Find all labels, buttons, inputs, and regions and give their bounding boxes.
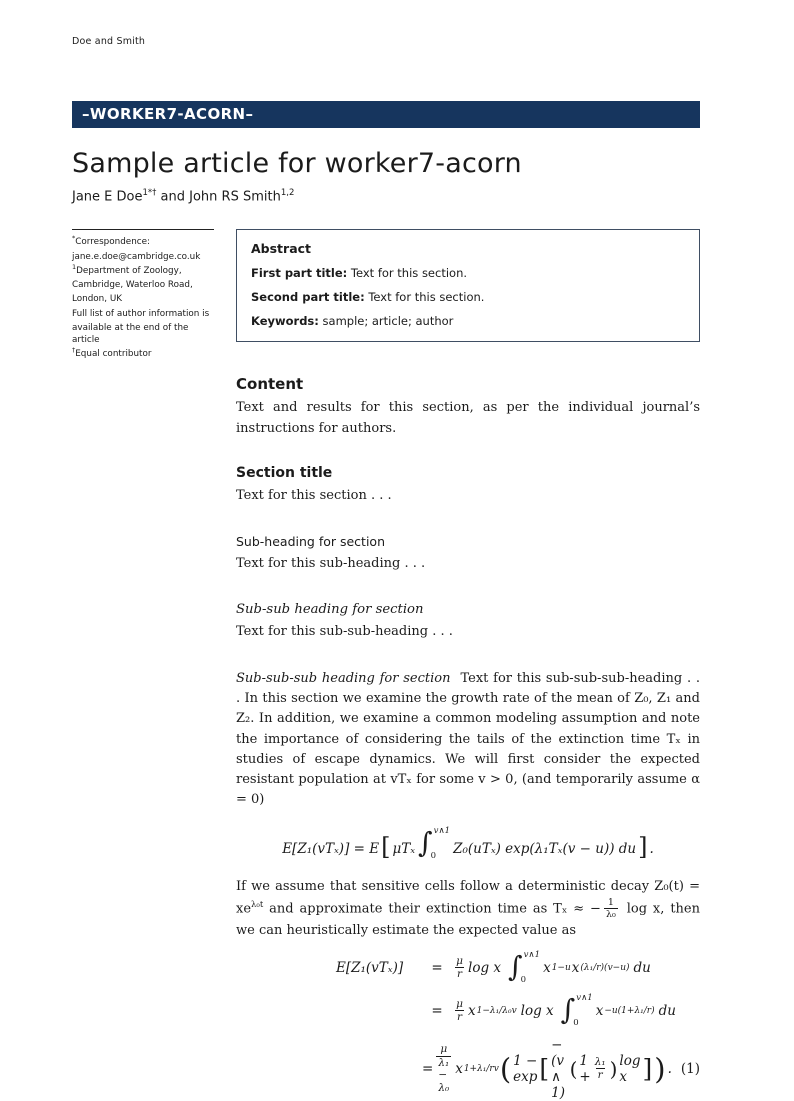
- paragraph-text: Text for this sub-sub-sub-heading . . . In this section we examine the growth rate of the mean of Z₀, Z₁ and Z₂. In addition, we examine a common modeling assumption and note the importance of considering the tails of the extinction time Tₓ in studies of escape dynamics. We will first consider the expected resistant population at vTₓ for some v > 0, (and temporarily assume α = 0): [236, 670, 700, 808]
- equation-line: = $\frac{\mu}{\text{λ₁ − λ₀}}$ x 1+λ₁/rv ( 1 − exp [ −(v ∧ 1) ( 1 + $\frac{\text{λ₁}}{r}$ ) log x ] ) . (1): [422, 1036, 700, 1101]
- banner-label: –WORKER7-ACORN–: [82, 105, 254, 123]
- subsection-paragraph: Text for this sub-heading . . .: [236, 556, 426, 572]
- subsubsection-paragraph: Text for this sub-sub-heading . . .: [236, 624, 453, 640]
- correspondence-sidebar: [72, 229, 214, 1101]
- two-column-area: [72, 229, 700, 1101]
- section-heading: Section title: [236, 464, 333, 481]
- affiliation-line: $^1$Department of Zoology,: [72, 262, 182, 276]
- keywords-label: Keywords:: [251, 314, 319, 329]
- abstract-text: Text for this section.: [347, 266, 468, 281]
- fraction: $\frac{\mu}{\text{λ₁ − λ₀}}$: [438, 1043, 450, 1094]
- authors-line: [72, 188, 700, 204]
- abstract-label: First part title:: [251, 266, 348, 281]
- subsection-heading: Sub-heading for section: [236, 534, 385, 550]
- article-title: Sample article for worker7-acorn: [72, 148, 522, 179]
- close-bracket: ]: [638, 832, 648, 861]
- author-info-note: available at the end of the article: [72, 322, 189, 346]
- author-info-note: Full list of author information is: [72, 308, 210, 319]
- author-name: John RS Smith: [189, 189, 281, 205]
- integral: ∫ v∧1 0: [508, 949, 541, 986]
- journal-banner: [72, 101, 700, 128]
- correspondence-email: jane.e.doe@cambridge.co.uk: [72, 251, 201, 262]
- subsubsection-heading: Sub-sub heading for section: [236, 602, 424, 618]
- display-equation-unnumbered: E[Z₁(vTₓ)] = E[ μTₓ ∫ v∧1 0 Z₀(uTₓ) exp(λ₁Tₓ(v − u)) du] .: [282, 825, 654, 862]
- abstract-row: [251, 266, 685, 280]
- equal-contributor-note: †Equal contributor: [72, 346, 152, 360]
- fraction: $\frac{\mu}{r}$: [456, 997, 463, 1024]
- running-head: Doe and Smith: [72, 36, 146, 47]
- author-name: Jane E Doe: [72, 189, 143, 205]
- equation-number: (1): [680, 1060, 700, 1077]
- author-superscript: 1*†: [142, 188, 157, 199]
- author-superscript: 1,2: [280, 188, 295, 199]
- abstract-label: Second part title:: [251, 290, 365, 305]
- affiliation-line: Cambridge, Waterloo Road,: [72, 280, 193, 290]
- main-column: [236, 229, 700, 1101]
- abstract-row: [251, 290, 685, 304]
- equation-line: = $\frac{\mu}{r}$ x 1−λ₁/λ₀v log x ∫ v∧1 0 x −u(1+λ₁/r) du: [431, 992, 676, 1029]
- fraction: $\frac{\mu}{r}$: [456, 954, 463, 981]
- inline-fraction: $\frac{1}{\text{λ₀}}$: [605, 896, 616, 921]
- open-bracket: [: [381, 832, 391, 861]
- authors-connector: and: [156, 189, 190, 205]
- keywords-text: sample; article; author: [318, 314, 454, 329]
- integral: ∫ v∧1 0: [418, 825, 451, 862]
- affiliation-line: London, UK: [72, 294, 123, 305]
- correspondence-line: *Correspondence:: [72, 234, 150, 248]
- paragraph-text: If we assume that sensitive cells follow a deterministic decay $Z_0(t) = xe^{\lambda_0t}$ and approximate their extinction time as Tₓ ≈ − $\frac{1}{\text{λ₀}}$ log x, then we can heuristically estimate the expected value as: [236, 878, 700, 938]
- display-equation-1: [336, 951, 700, 1101]
- content-heading: Content: [236, 375, 304, 394]
- abstract-box: [236, 229, 700, 342]
- fraction: $\frac{\text{λ₁}}{r}$: [594, 1055, 606, 1082]
- paragraph-with-runin-heading: [236, 669, 700, 811]
- integral: ∫ v∧1 0: [560, 992, 593, 1029]
- section-paragraph: Text for this section . . .: [236, 487, 392, 503]
- abstract-heading: Abstract: [251, 241, 312, 257]
- abstract-row: [251, 314, 685, 328]
- equation-line: E[Z₁(vTₓ)] = $\frac{\mu}{r}$ log x ∫ v∧1 0 x 1−u x (λ₁/r)(v−u) du: [336, 949, 651, 986]
- abstract-text: Text for this section.: [364, 290, 485, 305]
- content-paragraph: Text and results for this section, as per the individual journal’s instructions for authors.: [236, 400, 700, 436]
- runin-heading: Sub-sub-sub heading for section: [236, 670, 451, 686]
